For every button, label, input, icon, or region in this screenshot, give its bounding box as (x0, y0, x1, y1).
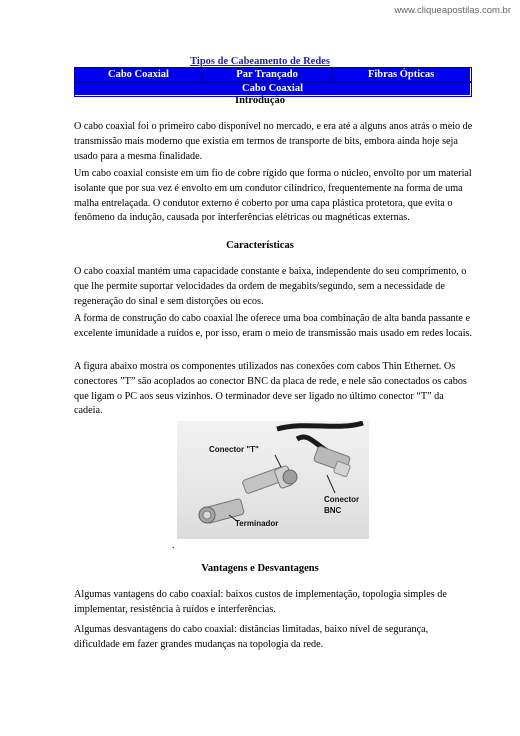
stray-dot: . (172, 540, 175, 551)
paragraph-1: O cabo coaxial foi o primeiro cabo disponível no mercado, e era até a alguns anos atrás o meio de transmissão mais moderno que existia em termos de transporte de bits, embora ainda hoje seja usado para a mesma finalidade. (74, 121, 473, 162)
paragraph-2: Um cabo coaxial consiste em um fio de cobre rígido que forma o núcleo, envolto por um material isolante que por sua vez é envolto em um condutor cilíndrico, frequentemente na forma de uma malha entrelaçada. O condutor externo é coberto por uma capa plástica protetora, que evita o fenômeno da indução, causada por interferências elétricas ou magnéticas externas. (74, 168, 472, 224)
nav-link-fibras-opticas[interactable]: Fibras Ópticas (332, 68, 471, 82)
nav-table (74, 67, 471, 96)
nav-current-section: Cabo Coaxial (75, 82, 471, 96)
paragraph-3: O cabo coaxial mantém uma capacidade constante e baixa, independente do seu comprimento, o que lhe permite suportar velocidades da ordem de megabits/segundo, sem a necessidade de regeneração do sinal e sem distorções ou ecos. (74, 266, 467, 307)
nav-link-cabo-coaxial[interactable]: Cabo Coaxial (75, 68, 203, 82)
heading-caracteristicas: Características (226, 240, 294, 251)
paragraph-5: A figura abaixo mostra os componentes utilizados nas conexões com cabos Thin Ethernet. Os conectores ”T” são acoplados ao conector BNC da placa de rede, e nele são conectados os cabos que ligam o PC aos seus vizinhos. O terminador deve ser ligado no último conector “T” da cadeia. (74, 361, 467, 417)
paragraph-4: A forma de construção do cabo coaxial lhe oferece uma boa combinação de alta banda passante e excelente imunidade a ruídos e, por isso, eram o meio de transmissão mais usado em redes locais. (74, 313, 473, 339)
label-conector-t: Conector "T" (209, 445, 259, 454)
nav-link-par-trancado[interactable]: Par Trançado (202, 68, 331, 82)
coaxial-connectors-photo (177, 421, 369, 539)
heading-vantagens: Vantagens e Desvantagens (201, 563, 319, 574)
paragraph-7: Algumas desvantagens do cabo coaxial: distâncias limitadas, baixo nível de segurança, dificuldade em fazer grandes mudanças na topologia da rede. (74, 624, 429, 650)
label-conector-bnc-2: BNC (324, 506, 342, 515)
label-conector-bnc-1: Conector (324, 495, 360, 504)
page-title[interactable]: Tipos de Cabeamento de Redes (190, 56, 330, 67)
heading-introducao: Introdução (235, 95, 285, 106)
label-terminador: Terminador (235, 519, 279, 528)
site-url: www.cliqueapostilas.com.br (394, 5, 511, 16)
paragraph-6: Algumas vantagens do cabo coaxial: baixos custos de implementação, topologia simples de implementar, resistência à ruídos e interferências. (74, 589, 447, 615)
